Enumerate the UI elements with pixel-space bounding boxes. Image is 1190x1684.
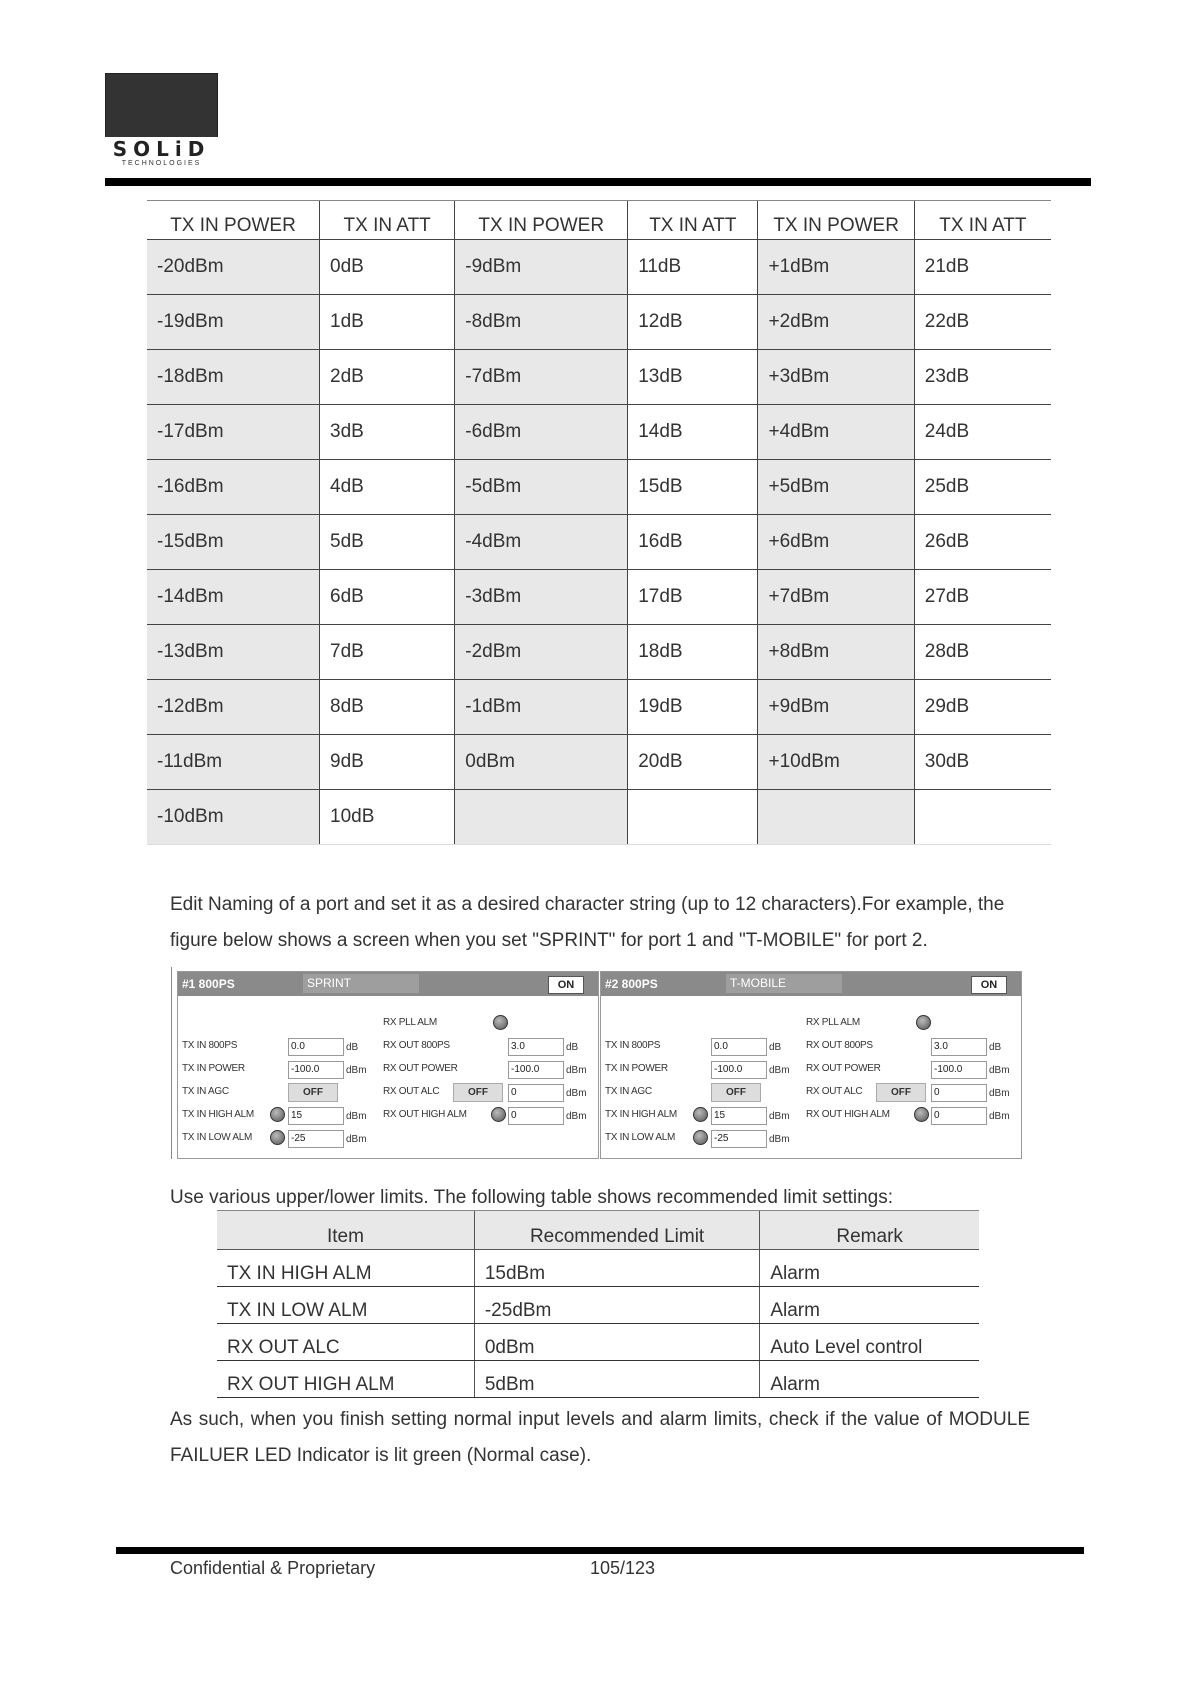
- table-cell: 28dB: [914, 625, 1051, 680]
- table-cell: 21dB: [914, 240, 1051, 295]
- table-cell: 11dB: [628, 240, 758, 295]
- table-cell: -7dBm: [455, 350, 628, 405]
- tx-agc-button[interactable]: OFF: [288, 1083, 338, 1102]
- table-cell: 14dB: [628, 405, 758, 460]
- rx-power-unit: dBm: [566, 1065, 587, 1076]
- tx-low-alm-unit: dBm: [346, 1134, 367, 1145]
- table-cell: 19dB: [628, 680, 758, 735]
- table-cell: 6dB: [320, 570, 455, 625]
- tx-in-unit: dB: [769, 1042, 782, 1053]
- rx-alc-input[interactable]: 0: [931, 1084, 987, 1102]
- att-header: TX IN ATT: [628, 201, 758, 240]
- table-cell: -11dBm: [147, 735, 320, 790]
- footer-rule: [116, 1547, 1084, 1554]
- table-cell: +6dBm: [758, 515, 914, 570]
- tx-high-alm-label: TX IN HIGH ALM: [182, 1109, 254, 1120]
- tx-in-input[interactable]: 0.0: [288, 1038, 344, 1056]
- limits-paragraph: Use various upper/lower limits. The following table shows recommended limit settings:: [170, 1187, 894, 1208]
- port-number: #1 800PS: [182, 977, 235, 991]
- rx-out-label: RX OUT 800PS: [383, 1040, 450, 1051]
- table-row: [217, 1361, 979, 1398]
- logo-subtitle: TECHNOLOGIES: [121, 160, 202, 167]
- tx-power-label: TX IN POWER: [605, 1063, 668, 1074]
- table-row: [217, 1250, 979, 1287]
- port-panel-1: [177, 971, 599, 1159]
- header-rule: [105, 178, 1091, 186]
- table-cell: RX OUT HIGH ALM: [217, 1361, 474, 1398]
- table-row: [147, 790, 1051, 845]
- rx-pll-alm-label: RX PLL ALM: [806, 1017, 860, 1028]
- table-row: [147, 295, 1051, 350]
- table-cell: Alarm: [760, 1361, 979, 1398]
- table-cell: 15dB: [628, 460, 758, 515]
- rx-pll-alm-led: [493, 1015, 508, 1030]
- tx-agc-label: TX IN AGC: [605, 1086, 652, 1097]
- tx-in-input[interactable]: 0.0: [711, 1038, 767, 1056]
- port-name-field[interactable]: SPRINT: [303, 974, 419, 993]
- table-cell: 18dB: [628, 625, 758, 680]
- table-row: [147, 625, 1051, 680]
- rx-power-input[interactable]: -100.0: [931, 1061, 987, 1079]
- tx-low-alm-label: TX IN LOW ALM: [605, 1132, 676, 1143]
- panel-header: [178, 972, 598, 996]
- tx-agc-label: TX IN AGC: [182, 1086, 229, 1097]
- table-cell: +5dBm: [758, 460, 914, 515]
- table-cell: 26dB: [914, 515, 1051, 570]
- table-cell: 25dB: [914, 460, 1051, 515]
- table-cell: 5dB: [320, 515, 455, 570]
- tx-low-alm-input[interactable]: -25: [288, 1130, 344, 1148]
- table-cell: 16dB: [628, 515, 758, 570]
- table-cell: +9dBm: [758, 680, 914, 735]
- tx-power-label: TX IN POWER: [182, 1063, 245, 1074]
- att-header: TX IN ATT: [320, 201, 455, 240]
- table-cell: -14dBm: [147, 570, 320, 625]
- rx-high-alm-unit: dBm: [566, 1111, 587, 1122]
- table-cell: -10dBm: [147, 790, 320, 845]
- tx-low-alm-led: [270, 1130, 285, 1145]
- table-cell: +8dBm: [758, 625, 914, 680]
- limits-header: Remark: [760, 1211, 979, 1250]
- table-row: [147, 515, 1051, 570]
- table-cell: -15dBm: [147, 515, 320, 570]
- table-cell: -19dBm: [147, 295, 320, 350]
- port-panel-2: [600, 971, 1022, 1159]
- rx-alc-input[interactable]: 0: [508, 1084, 564, 1102]
- tx-low-alm-led: [693, 1130, 708, 1145]
- rx-out-input[interactable]: 3.0: [508, 1038, 564, 1056]
- port-name-field[interactable]: T-MOBILE: [726, 974, 842, 993]
- table-cell: 5dBm: [474, 1361, 759, 1398]
- tx-high-alm-input[interactable]: 15: [288, 1107, 344, 1125]
- table-row: [147, 460, 1051, 515]
- table-cell: 0dBm: [474, 1324, 759, 1361]
- table-cell: +2dBm: [758, 295, 914, 350]
- limits-header: Recommended Limit: [474, 1211, 759, 1250]
- table-row: [147, 350, 1051, 405]
- rx-power-unit: dBm: [989, 1065, 1010, 1076]
- table-cell: +4dBm: [758, 405, 914, 460]
- att-header: TX IN POWER: [758, 201, 914, 240]
- table-row: [217, 1324, 979, 1361]
- table-cell: 20dB: [628, 735, 758, 790]
- table-cell: 13dB: [628, 350, 758, 405]
- table-cell: -1dBm: [455, 680, 628, 735]
- rx-alc-label: RX OUT ALC: [383, 1086, 440, 1097]
- table-cell: 22dB: [914, 295, 1051, 350]
- tx-power-unit: dBm: [346, 1065, 367, 1076]
- table-cell: TX IN HIGH ALM: [217, 1250, 474, 1287]
- naming-paragraph: Edit Naming of a port and set it as a desired character string (up to 12 characters).For example, the figure below shows a screen when you set "SPRINT" for port 1 and "T-MOBILE" for port 2.: [170, 894, 1005, 951]
- table-cell: -6dBm: [455, 405, 628, 460]
- rx-high-alm-led: [914, 1107, 929, 1122]
- tx-in-label: TX IN 800PS: [605, 1040, 661, 1051]
- table-cell: -2dBm: [455, 625, 628, 680]
- table-cell: -20dBm: [147, 240, 320, 295]
- table-cell: 15dBm: [474, 1250, 759, 1287]
- rx-alc-label: RX OUT ALC: [806, 1086, 863, 1097]
- rx-high-alm-led: [491, 1107, 506, 1122]
- table-cell: -18dBm: [147, 350, 320, 405]
- tx-low-alm-label: TX IN LOW ALM: [182, 1132, 253, 1143]
- tx-low-alm-unit: dBm: [769, 1134, 790, 1145]
- port-on-button[interactable]: ON: [548, 976, 584, 994]
- table-cell: +1dBm: [758, 240, 914, 295]
- table-cell: -12dBm: [147, 680, 320, 735]
- table-row: [147, 735, 1051, 790]
- table-cell: -16dBm: [147, 460, 320, 515]
- table-cell: 1dB: [320, 295, 455, 350]
- tx-power-input[interactable]: -100.0: [711, 1061, 767, 1079]
- table-cell: [628, 790, 758, 845]
- table-cell: +10dBm: [758, 735, 914, 790]
- table-row: [147, 405, 1051, 460]
- rx-high-alm-unit: dBm: [989, 1111, 1010, 1122]
- table-cell: 8dB: [320, 680, 455, 735]
- table-cell: -8dBm: [455, 295, 628, 350]
- att-header: TX IN POWER: [455, 201, 628, 240]
- port-number: #2 800PS: [605, 977, 658, 991]
- tx-high-alm-unit: dBm: [769, 1111, 790, 1122]
- table-cell: -13dBm: [147, 625, 320, 680]
- table-cell: 9dB: [320, 735, 455, 790]
- table-cell: 12dB: [628, 295, 758, 350]
- table-cell: [455, 790, 628, 845]
- table-cell: 4dB: [320, 460, 455, 515]
- table-cell: 23dB: [914, 350, 1051, 405]
- rx-out-unit: dB: [566, 1042, 579, 1053]
- table-cell: Auto Level control: [760, 1324, 979, 1361]
- table-cell: -3dBm: [455, 570, 628, 625]
- rx-out-input[interactable]: 3.0: [931, 1038, 987, 1056]
- table-row: [147, 680, 1051, 735]
- rx-power-label: RX OUT POWER: [383, 1063, 458, 1074]
- table-cell: TX IN LOW ALM: [217, 1287, 474, 1324]
- rx-pll-alm-led: [916, 1015, 931, 1030]
- tx-in-label: TX IN 800PS: [182, 1040, 238, 1051]
- rx-pll-alm-label: RX PLL ALM: [383, 1017, 437, 1028]
- table-cell: -25dBm: [474, 1287, 759, 1324]
- table-cell: 0dB: [320, 240, 455, 295]
- table-cell: 2dB: [320, 350, 455, 405]
- panel-header: [601, 972, 1021, 996]
- table-row: [217, 1287, 979, 1324]
- table-cell: 17dB: [628, 570, 758, 625]
- table-cell: -5dBm: [455, 460, 628, 515]
- port-naming-screenshot: [171, 967, 1027, 1159]
- table-cell: -9dBm: [455, 240, 628, 295]
- tx-in-unit: dB: [346, 1042, 359, 1053]
- table-cell: 24dB: [914, 405, 1051, 460]
- rx-alc-unit: dBm: [566, 1088, 587, 1099]
- table-cell: 27dB: [914, 570, 1051, 625]
- table-cell: 29dB: [914, 680, 1051, 735]
- rx-high-alm-input[interactable]: 0: [931, 1107, 987, 1125]
- port-on-button[interactable]: ON: [971, 976, 1007, 994]
- table-cell: RX OUT ALC: [217, 1324, 474, 1361]
- rx-high-alm-label: RX OUT HIGH ALM: [806, 1109, 890, 1120]
- rx-alc-button[interactable]: OFF: [876, 1083, 926, 1102]
- table-cell: [758, 790, 914, 845]
- tx-agc-button[interactable]: OFF: [711, 1083, 761, 1102]
- table-cell: 3dB: [320, 405, 455, 460]
- table-row: [147, 570, 1051, 625]
- tx-high-alm-label: TX IN HIGH ALM: [605, 1109, 677, 1120]
- rx-alc-button[interactable]: OFF: [453, 1083, 503, 1102]
- table-cell: [914, 790, 1051, 845]
- logo-wordmark: SOLiD: [112, 137, 211, 161]
- rx-power-label: RX OUT POWER: [806, 1063, 881, 1074]
- att-header: TX IN ATT: [914, 201, 1051, 240]
- table-cell: 0dBm: [455, 735, 628, 790]
- rx-power-input[interactable]: -100.0: [508, 1061, 564, 1079]
- page-number: 105/123: [590, 1558, 656, 1578]
- tx-att-table: [147, 200, 1051, 845]
- company-logo: [105, 73, 218, 170]
- table-cell: Alarm: [760, 1287, 979, 1324]
- tx-high-alm-unit: dBm: [346, 1111, 367, 1122]
- table-cell: -17dBm: [147, 405, 320, 460]
- table-cell: +3dBm: [758, 350, 914, 405]
- tx-high-alm-input[interactable]: 15: [711, 1107, 767, 1125]
- table-cell: -4dBm: [455, 515, 628, 570]
- tx-power-unit: dBm: [769, 1065, 790, 1076]
- rx-out-unit: dB: [989, 1042, 1002, 1053]
- table-cell: +7dBm: [758, 570, 914, 625]
- limits-table: [217, 1210, 979, 1398]
- limits-header: Item: [217, 1211, 474, 1250]
- closing-paragraph: As such, when you finish setting normal input levels and alarm limits, check if the value of MODULE FAILUER LED Indicator is lit green (Normal case).: [170, 1409, 1030, 1466]
- rx-out-label: RX OUT 800PS: [806, 1040, 873, 1051]
- rx-high-alm-input[interactable]: 0: [508, 1107, 564, 1125]
- table-cell: 30dB: [914, 735, 1051, 790]
- rx-high-alm-label: RX OUT HIGH ALM: [383, 1109, 467, 1120]
- att-header: TX IN POWER: [147, 201, 320, 240]
- table-cell: 7dB: [320, 625, 455, 680]
- footer-confidential: Confidential & Proprietary: [170, 1558, 376, 1578]
- table-row: [147, 240, 1051, 295]
- table-cell: Alarm: [760, 1250, 979, 1287]
- tx-low-alm-input[interactable]: -25: [711, 1130, 767, 1148]
- tx-power-input[interactable]: -100.0: [288, 1061, 344, 1079]
- table-cell: 10dB: [320, 790, 455, 845]
- tx-high-alm-led: [270, 1107, 285, 1122]
- rx-alc-unit: dBm: [989, 1088, 1010, 1099]
- tx-high-alm-led: [693, 1107, 708, 1122]
